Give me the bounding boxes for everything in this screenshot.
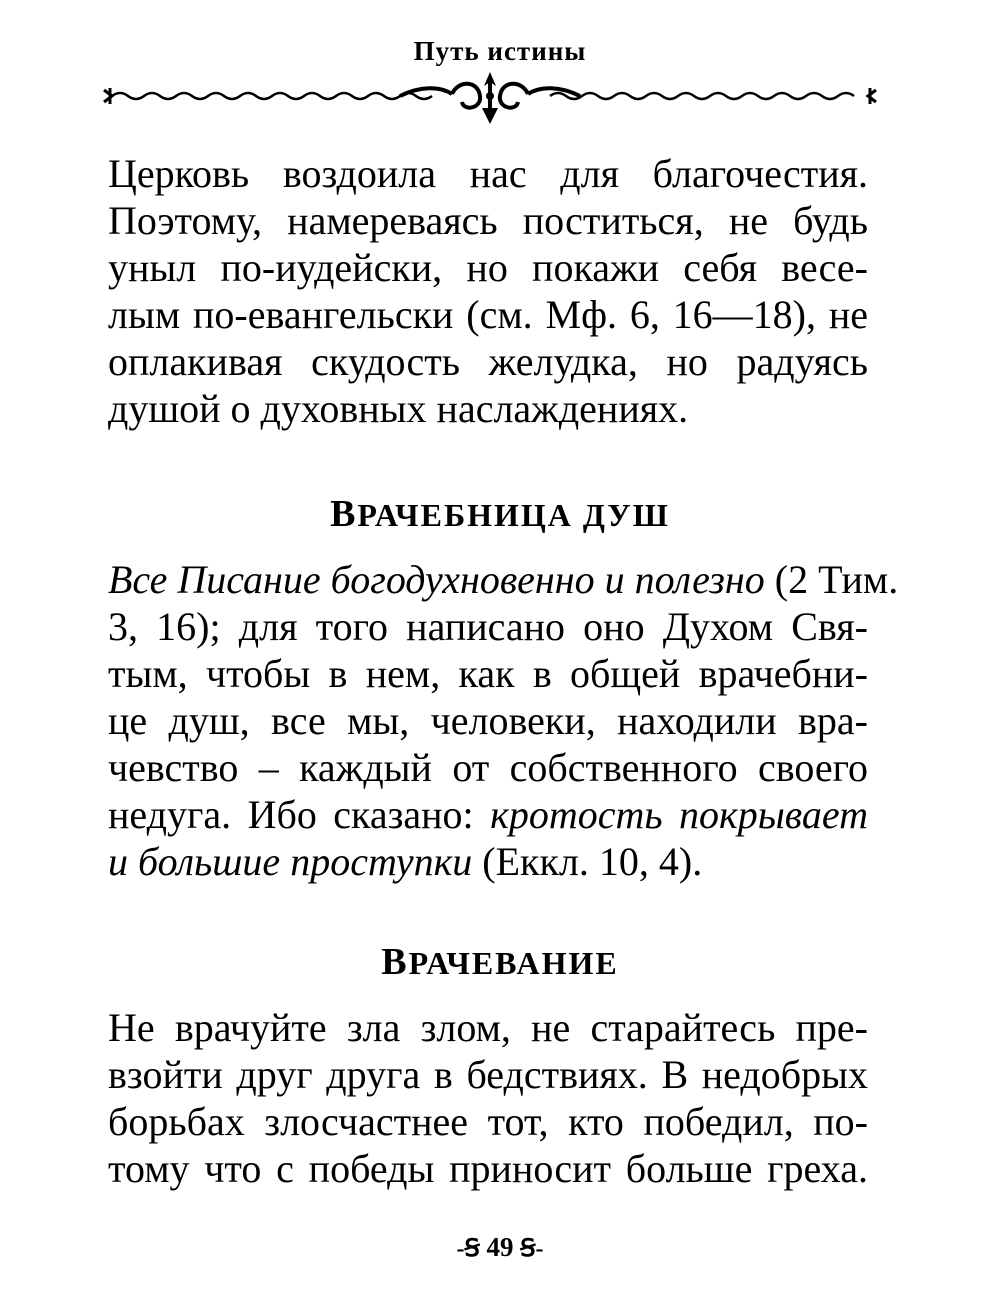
scripture-reference: (2 Тим.	[764, 557, 899, 602]
text-line: уныл по-иудейски, но покажи себя весе-	[108, 245, 868, 290]
page-number-value: 49	[486, 1232, 514, 1262]
title-initial: В	[381, 941, 409, 983]
running-title: Путь истины	[413, 36, 587, 66]
text-line: Не врачуйте зла злом, не старайтесь пре-	[108, 1005, 868, 1050]
text-line: чевство – каждый от собственного своего	[108, 745, 868, 790]
text-line: 3, 16); для того написано оно Духом Свя-	[108, 604, 868, 649]
scripture-quote: Все Писание богодухновенно и полезно	[108, 557, 765, 602]
text-line: оплакивая скудость желудка, но радуясь	[108, 339, 868, 384]
scripture-quote: кротость покрывает	[490, 792, 868, 837]
text-line: душой о духовных наслаждениях.	[108, 386, 689, 431]
title-initial: В	[330, 493, 358, 535]
paragraph-vrachevanie	[108, 1004, 868, 1192]
flourish-right-icon: Ꞩ-	[520, 1236, 544, 1262]
flourish-left-icon: -Ꞩ	[456, 1236, 480, 1262]
text-line: тым, чтобы в нем, как в общей врачебни-	[108, 651, 868, 696]
text-line: борьбах злосчастнее тот, кто победил, по-	[108, 1099, 868, 1144]
text-line: Поэтому, намереваясь поститься, не будь	[108, 198, 868, 243]
text-line	[108, 791, 868, 838]
scripture-reference: (Еккл. 10, 4).	[472, 839, 703, 884]
text-line: взойти друг друга в бедствиях. В недобрых	[108, 1052, 868, 1097]
text-line: лым по-евангельски (см. Мф. 6, 16—18), не	[108, 292, 868, 337]
text-line	[108, 838, 868, 885]
section-title-vrachevanie	[0, 940, 1000, 984]
text-fragment: недуга. Ибо сказано:	[108, 792, 491, 837]
text-line: Церковь воздоила нас для благочестия.	[108, 151, 868, 196]
scripture-quote: и большие проступки	[108, 839, 473, 884]
section-title-vrachebnitsa	[0, 492, 1000, 536]
title-rest: РАЧЕВАНИЕ	[408, 945, 619, 981]
text-line	[108, 556, 899, 603]
title-rest: РАЧЕБНИЦА ДУШ	[357, 497, 670, 533]
page-number	[0, 1232, 1000, 1263]
header-ornament-icon	[100, 68, 880, 132]
text-line: це душ, все мы, человеки, находили вра-	[108, 698, 868, 743]
paragraph-vrachebnitsa	[108, 556, 899, 885]
paragraph-intro	[108, 150, 868, 432]
text-line: тому что с победы приносит больше греха.	[108, 1146, 868, 1191]
